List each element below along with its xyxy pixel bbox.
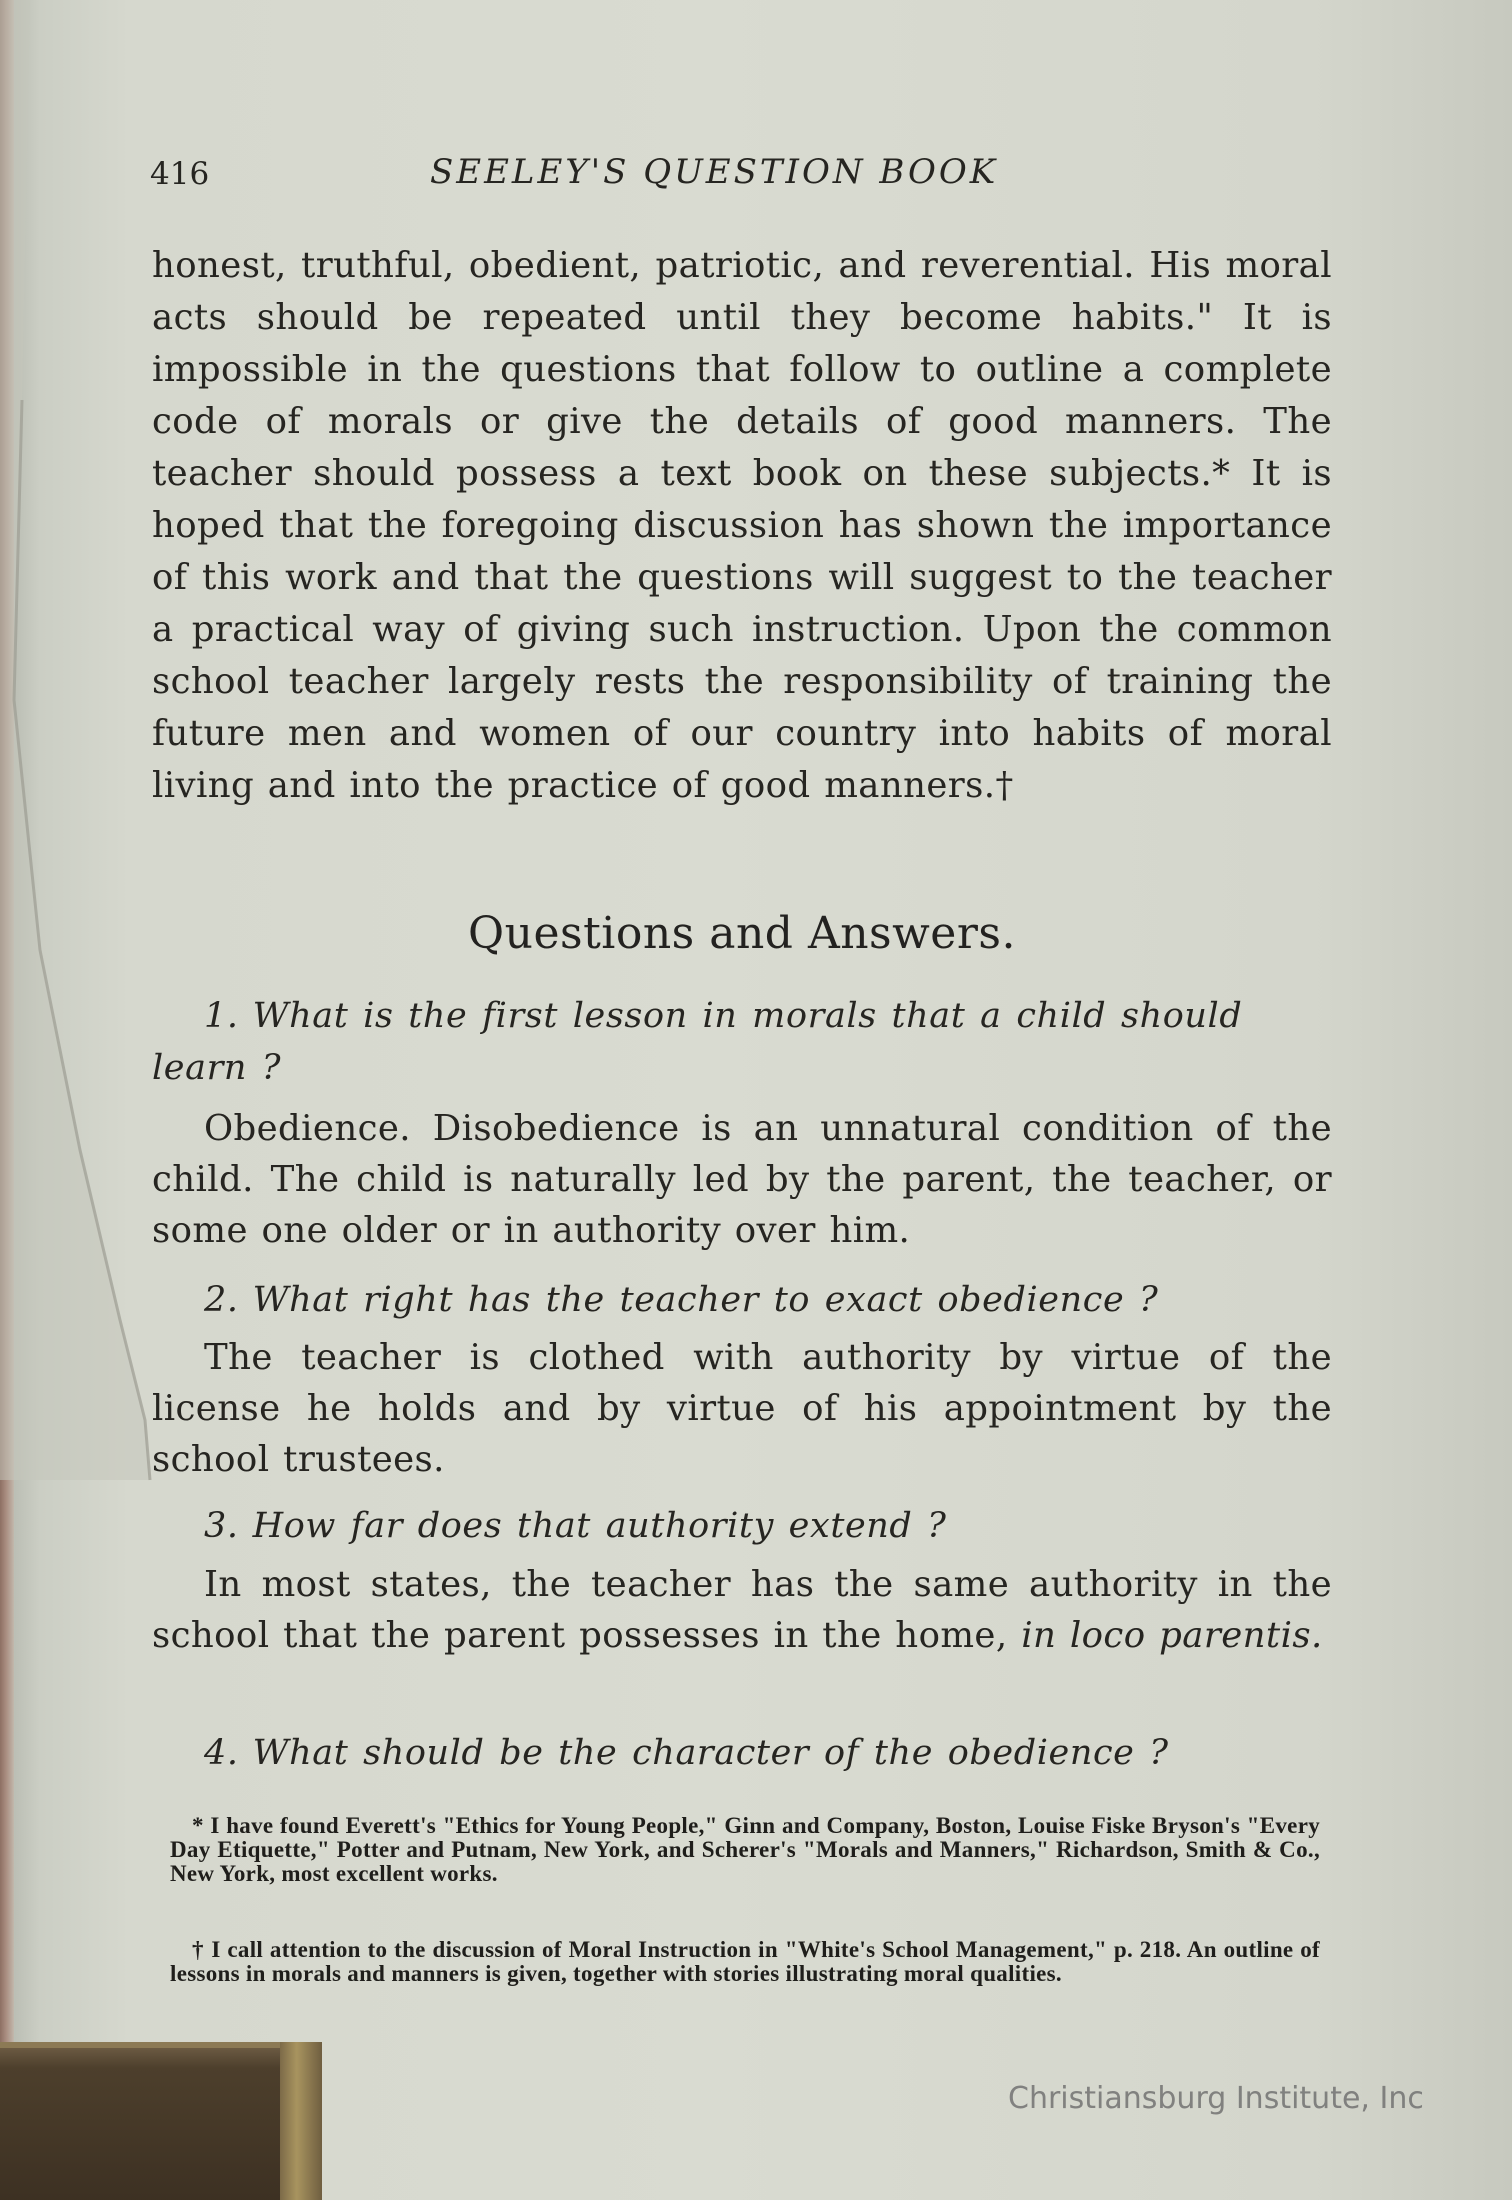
question-2 xyxy=(152,1274,1332,1326)
question-text: How far does that authority extend ? xyxy=(252,1506,947,1546)
question-number: 1. xyxy=(204,996,239,1036)
running-head xyxy=(150,152,1330,202)
footnote-1: * I have found Everett's "Ethics for Young People," Ginn and Company, Boston, Louise Fiske Bryson's "Every Day Etiquette," Potter and Putnam, New York, and Scherer's "Morals and Manners," Richardson, Smith & Co., New York, most excellent works. xyxy=(170,1813,1320,1886)
question-4 xyxy=(152,1727,1332,1779)
answer-2: The teacher is clothed with authority by virtue of the license he holds and by virtue of his appointment by the school trustees. xyxy=(152,1337,1332,1480)
question-number: 3. xyxy=(204,1506,239,1546)
page-number: 416 xyxy=(150,156,210,192)
question-number: 2. xyxy=(204,1280,239,1320)
answer-text: In most states, the teacher has the same authority in the school that the parent possesses in the home, xyxy=(152,1564,1332,1656)
question-text: What right has the teacher to exact obedience ? xyxy=(252,1280,1159,1320)
question-3 xyxy=(152,1500,1332,1552)
question-1 xyxy=(152,990,1332,1094)
section-heading: Questions and Answers. xyxy=(468,908,1016,959)
question-text: What should be the character of the obedience ? xyxy=(252,1733,1169,1773)
book-binding xyxy=(0,2042,322,2200)
book-binding-edge xyxy=(280,2042,322,2200)
answer-latin-phrase: in loco parentis. xyxy=(1021,1615,1323,1656)
answer-1: Obedience. Disobedience is an unnatural condition of the child. The child is naturally led by the parent, the teacher, or some one older or in authority over him. xyxy=(152,1108,1332,1251)
book-title: SEELEY'S QUESTION BOOK xyxy=(430,152,999,192)
answer-3 xyxy=(152,1559,1332,1661)
footnote-2: † I call attention to the discussion of Moral Instruction in "White's School Management," p. 218. An outline of lessons in morals and manners is given, together with stories illustrating moral qualities. xyxy=(170,1937,1320,1986)
intro-paragraph: honest, truthful, obedient, patriotic, and reverential. His moral acts should be repeated until they become habits." It is impossible in the questions that follow to outline a complete code of morals or give the details of good manners. The teacher should possess a text book on these subjects.* It is hoped that the foregoing discussion has shown the importance of this work and that the questions will suggest to the teacher a practical way of giving such instruction. Upon the common school teacher largely rests the responsibility of training the future men and women of our country into habits of moral living and into the practice of good manners.† xyxy=(152,245,1332,806)
question-number: 4. xyxy=(204,1733,239,1773)
question-text: What is the first lesson in morals that a child should learn ? xyxy=(152,996,1243,1088)
watermark: Christiansburg Institute, Inc xyxy=(1008,2081,1424,2116)
